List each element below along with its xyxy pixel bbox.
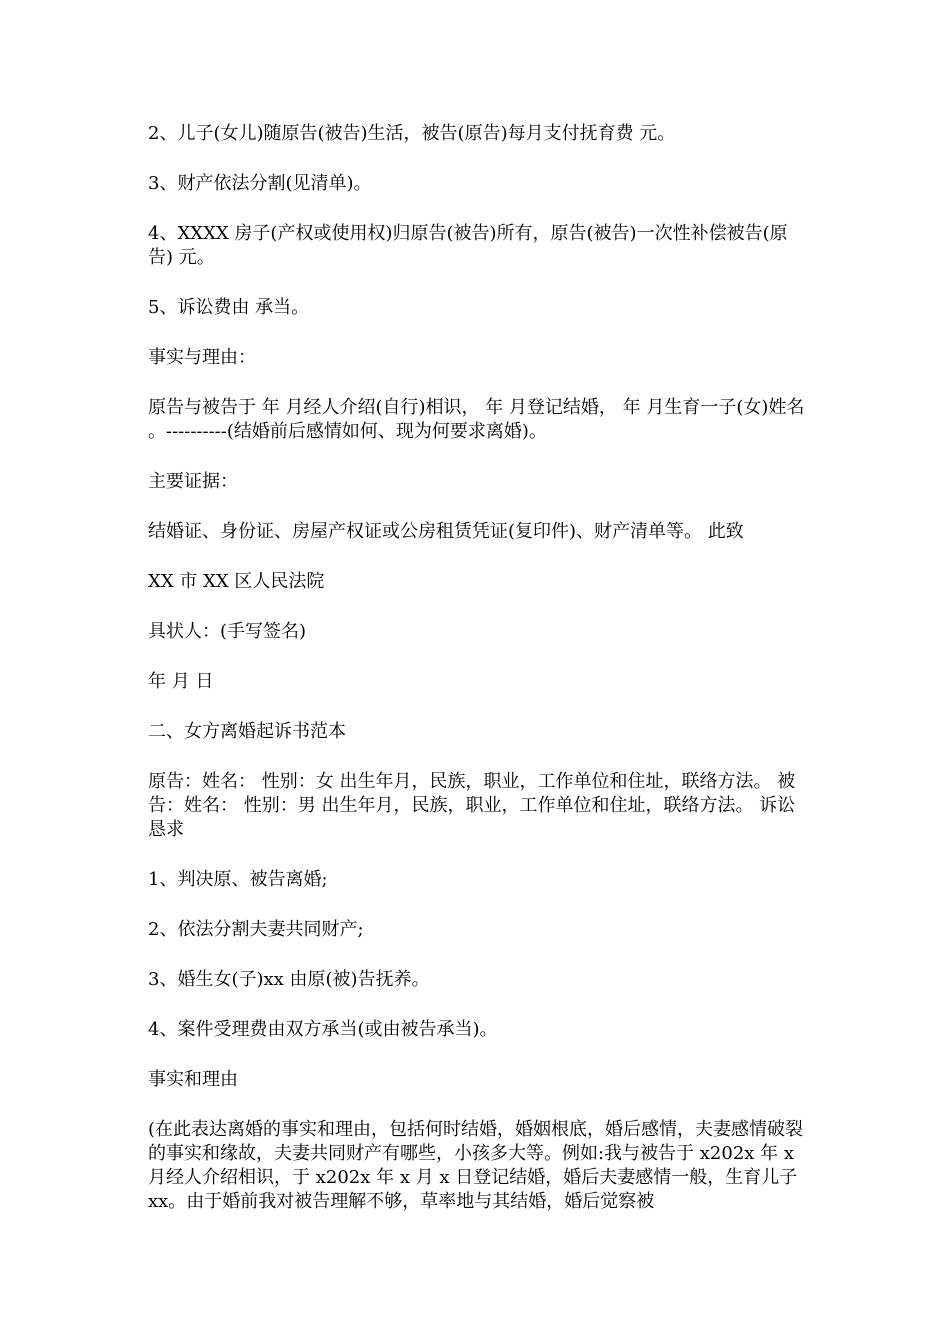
heading-facts-and-reasons: 事实与理由： xyxy=(148,347,256,368)
heading-main-evidence: 主要证据： xyxy=(148,471,238,492)
claim-divorce: 1、判决原、被告离婚; xyxy=(148,869,328,890)
claim-custody: 3、婚生女(子)xx 由原(被)告抚养。 xyxy=(148,969,430,990)
facts-description: (在此表达离婚的事实和理由，包括何时结婚，婚姻根底，婚后感情，夫妻感情破裂的事实和缘故，夫妻共同财产有哪些，小孩多大等。例如:我与被告于 x202x 年 x 月经人介绍相识，于 x202x 年 x 月 x 日登记结婚，婚后夫妻感情一般，生育儿子 xx。由于婚前我对被告理解不够，草率地与其结婚，婚后觉察被 xyxy=(148,1119,804,1212)
section-title: 二、女方离婚起诉书范本 xyxy=(148,721,346,742)
parties-info: 原告：姓名： 性别：女 出生年月，民族，职业，工作单位和住址，联络方法。 被告：姓名： 性别：男 出生年月，民族，职业，工作单位和住址，联络方法。 诉讼恳求 xyxy=(148,771,796,840)
heading-facts-reasons-2: 事实和理由 xyxy=(148,1069,238,1090)
court-name: XX 市 XX 区人民法院 xyxy=(148,571,325,592)
clause-child-custody: 2、儿子(女儿)随原告(被告)生活，被告(原告)每月支付抚育费 元。 xyxy=(148,123,676,144)
document-body xyxy=(148,122,808,1240)
clause-property-division: 3、财产依法分割(见清单)。 xyxy=(148,173,372,194)
claim-property: 2、依法分割夫妻共同财产; xyxy=(148,919,364,940)
signature-line: 具状人：(手写签名) xyxy=(148,621,307,642)
facts-paragraph: 原告与被告于 年 月经人介绍(自行)相识， 年 月登记结婚， 年 月生育一子(女)姓名 。----------(结婚前后感情如何、现为何要求离婚)。 xyxy=(148,397,805,442)
date-line: 年 月 日 xyxy=(148,671,214,692)
evidence-list: 结婚证、身份证、房屋产权证或公房租赁凭证(复印件)、财产清单等。 此致 xyxy=(148,521,744,542)
clause-house-ownership: 4、XXXX 房子(产权或使用权)归原告(被告)所有，原告(被告)一次性补偿被告(原告) 元。 xyxy=(148,223,788,268)
claim-fee: 4、案件受理费由双方承当(或由被告承当)。 xyxy=(148,1019,498,1040)
clause-litigation-fee: 5、诉讼费由 承当。 xyxy=(148,297,310,318)
